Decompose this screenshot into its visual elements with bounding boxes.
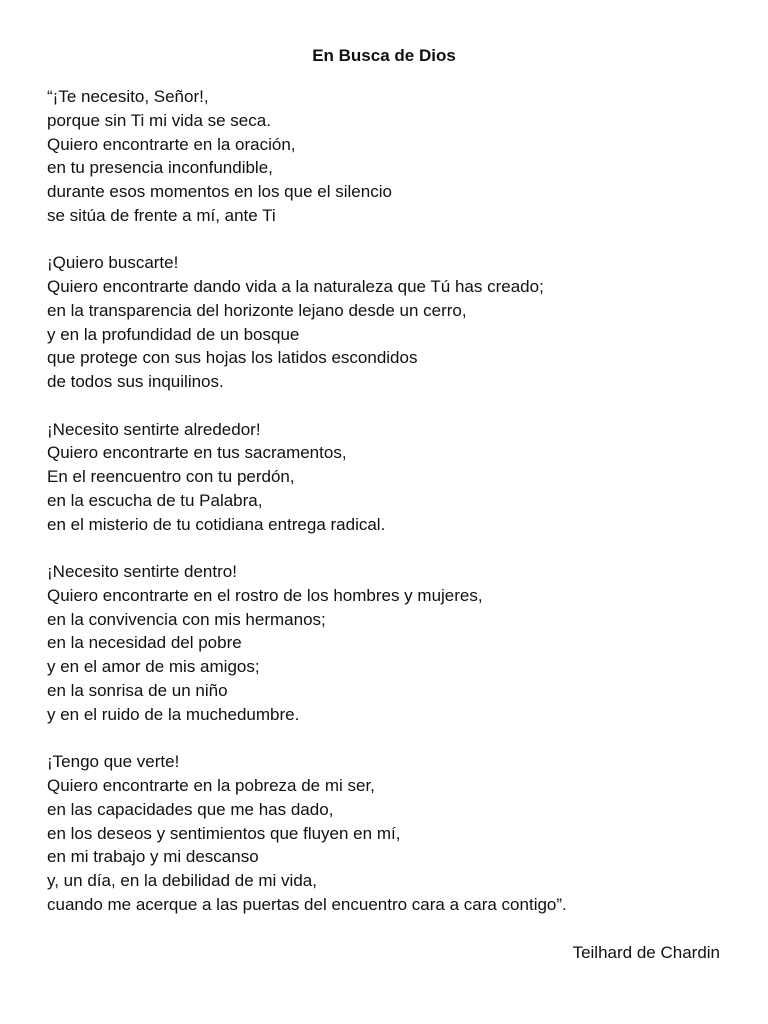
poem-line: Quiero encontrarte dando vida a la naturaleza que Tú has creado; (47, 277, 544, 297)
poem-line: en la necesidad del pobre (47, 633, 242, 653)
poem-line: en tu presencia inconfundible, (47, 158, 273, 178)
poem-line: en los deseos y sentimientos que fluyen en mí, (47, 823, 401, 843)
poem-line: En el reencuentro con tu perdón, (47, 467, 295, 487)
stanza-2 (47, 251, 737, 394)
stanza-4 (47, 560, 737, 727)
poem-line: en mi trabajo y mi descanso (47, 847, 259, 867)
poem-line: ¡Quiero buscarte! (47, 253, 179, 273)
poem-line: y, un día, en la debilidad de mi vida, (47, 871, 317, 891)
poem-line: se sitúa de frente a mí, ante Ti (47, 205, 276, 225)
poem-body (47, 85, 737, 940)
poem-line: Quiero encontrarte en la oración, (47, 134, 296, 154)
poem-line: ¡Necesito sentirte dentro! (47, 562, 237, 582)
poem-line: y en el ruido de la muchedumbre. (47, 704, 300, 724)
poem-line: en las capacidades que me has dado, (47, 799, 334, 819)
poem-line: “¡Te necesito, Señor!, (47, 87, 209, 106)
document-title: En Busca de Dios (312, 46, 456, 65)
stanza-3 (47, 418, 737, 537)
poem-line: cuando me acerque a las puertas del encuentro cara a cara contigo”. (47, 894, 567, 914)
author-signature: Teilhard de Chardin (572, 943, 720, 962)
poem-line: Quiero encontrarte en tus sacramentos, (47, 443, 347, 463)
stanza-1 (47, 85, 737, 228)
poem-line: ¡Tengo que verte! (47, 752, 180, 772)
poem-line: durante esos momentos en los que el silencio (47, 182, 392, 202)
poem-line: ¡Necesito sentirte alrededor! (47, 419, 261, 439)
poem-line: en la convivencia con mis hermanos; (47, 609, 326, 629)
poem-line: y en el amor de mis amigos; (47, 657, 260, 677)
stanza-5 (47, 750, 737, 917)
poem-line: en la sonrisa de un niño (47, 681, 228, 701)
poem-line: de todos sus inquilinos. (47, 372, 224, 392)
poem-line: en la transparencia del horizonte lejano desde un cerro, (47, 300, 467, 320)
poem-line: en el misterio de tu cotidiana entrega radical. (47, 514, 386, 534)
poem-line: en la escucha de tu Palabra, (47, 490, 263, 510)
poem-line: Quiero encontrarte en el rostro de los hombres y mujeres, (47, 585, 483, 605)
poem-line: porque sin Ti mi vida se seca. (47, 110, 271, 130)
poem-line: y en la profundidad de un bosque (47, 324, 300, 344)
poem-line: Quiero encontrarte en la pobreza de mi ser, (47, 775, 375, 795)
poem-line: que protege con sus hojas los latidos escondidos (47, 348, 418, 368)
